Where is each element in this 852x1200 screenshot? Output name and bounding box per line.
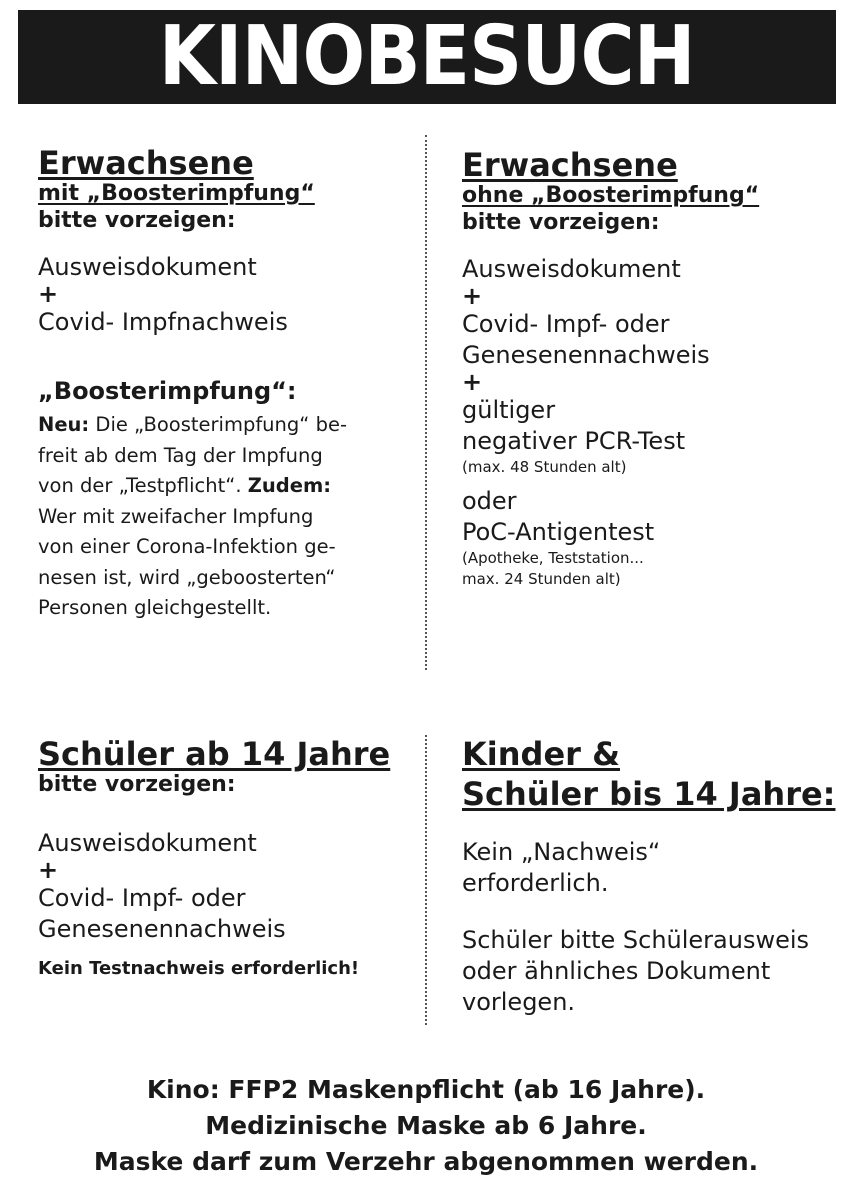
required-document: PoC-Antigentest <box>462 518 655 546</box>
document-note: (max. 48 Stunden alt) <box>462 458 627 476</box>
info-line: von der „Testpflicht“. Zudem: <box>38 474 332 497</box>
required-document: gültiger <box>462 396 556 424</box>
required-document: Covid- Impfnachweis <box>38 308 288 336</box>
no-test-note: Kein Testnachweis erforderlich! <box>38 958 360 979</box>
children-text: oder ähnliches Dokument <box>462 957 771 985</box>
required-document: negativer PCR-Test <box>462 427 686 455</box>
section-heading: Schüler ab 14 Jahre <box>38 735 391 773</box>
section-students-14plus <box>38 737 390 981</box>
children-text: vorlegen. <box>462 988 576 1016</box>
plus-sign: + <box>38 280 59 308</box>
plus-sign: + <box>38 856 59 884</box>
column-divider-bottom <box>425 735 427 1025</box>
show-label: bitte vorzeigen: <box>462 210 660 235</box>
show-label: bitte vorzeigen: <box>38 772 236 797</box>
section-adults-booster <box>38 146 347 624</box>
required-document: Genesenennachweis <box>38 915 286 943</box>
children-text: erforderlich. <box>462 869 609 897</box>
section-adults-no-booster <box>462 148 759 590</box>
required-document: Covid- Impf- oder <box>462 310 670 338</box>
show-label: bitte vorzeigen: <box>38 208 236 233</box>
required-document: Genesenennachweis <box>462 341 710 369</box>
title-banner <box>18 10 836 104</box>
required-document: Ausweisdokument <box>462 255 681 283</box>
info-line: Neu: Die „Boosterimpfung“ be- <box>38 413 347 436</box>
column-divider-top <box>425 135 427 670</box>
or-label: oder <box>462 487 517 515</box>
plus-sign: + <box>462 282 483 310</box>
section-subheading: ohne „Boosterimpfung“ <box>462 183 760 208</box>
children-text: Schüler bitte Schülerausweis <box>462 926 810 954</box>
section-subheading: mit „Boosterimpfung“ <box>38 181 315 206</box>
document-note: max. 24 Stunden alt) <box>462 570 621 588</box>
document-note: (Apotheke, Teststation... <box>462 549 644 567</box>
required-document: Ausweisdokument <box>38 829 257 857</box>
footer-line: Maske darf zum Verzehr abgenommen werden. <box>93 1147 759 1176</box>
section-heading: Erwachsene <box>462 146 678 184</box>
children-text: Kein „Nachweis“ <box>462 838 661 866</box>
info-bold: Zudem: <box>247 474 332 497</box>
info-line: Personen gleichgestellt. <box>38 596 272 619</box>
required-document: Covid- Impf- oder <box>38 884 246 912</box>
info-line: nesen ist, wird „geboosterten“ <box>38 565 336 589</box>
info-bold: Neu: <box>38 413 90 436</box>
section-heading: Schüler bis 14 Jahre: <box>462 775 836 813</box>
info-line: freit ab dem Tag der Impfung <box>38 443 323 467</box>
plus-sign: + <box>462 368 483 396</box>
page-title: KINOBESUCH <box>159 9 695 104</box>
booster-heading: „Boosterimpfung“: <box>38 377 297 405</box>
mask-rules-footer <box>0 1072 852 1180</box>
section-heading: Kinder & <box>462 735 620 773</box>
section-children <box>462 737 835 1018</box>
booster-info <box>38 410 347 624</box>
info-line: Wer mit zweifacher Impfung <box>38 504 314 528</box>
footer-line: Kino: FFP2 Maskenpflicht (ab 16 Jahre). <box>146 1075 706 1104</box>
section-heading: Erwachsene <box>38 144 254 182</box>
required-document: Ausweisdokument <box>38 253 257 281</box>
info-line: von einer Corona-Infektion ge- <box>38 535 336 558</box>
footer-line: Medizinische Maske ab 6 Jahre. <box>205 1111 647 1140</box>
